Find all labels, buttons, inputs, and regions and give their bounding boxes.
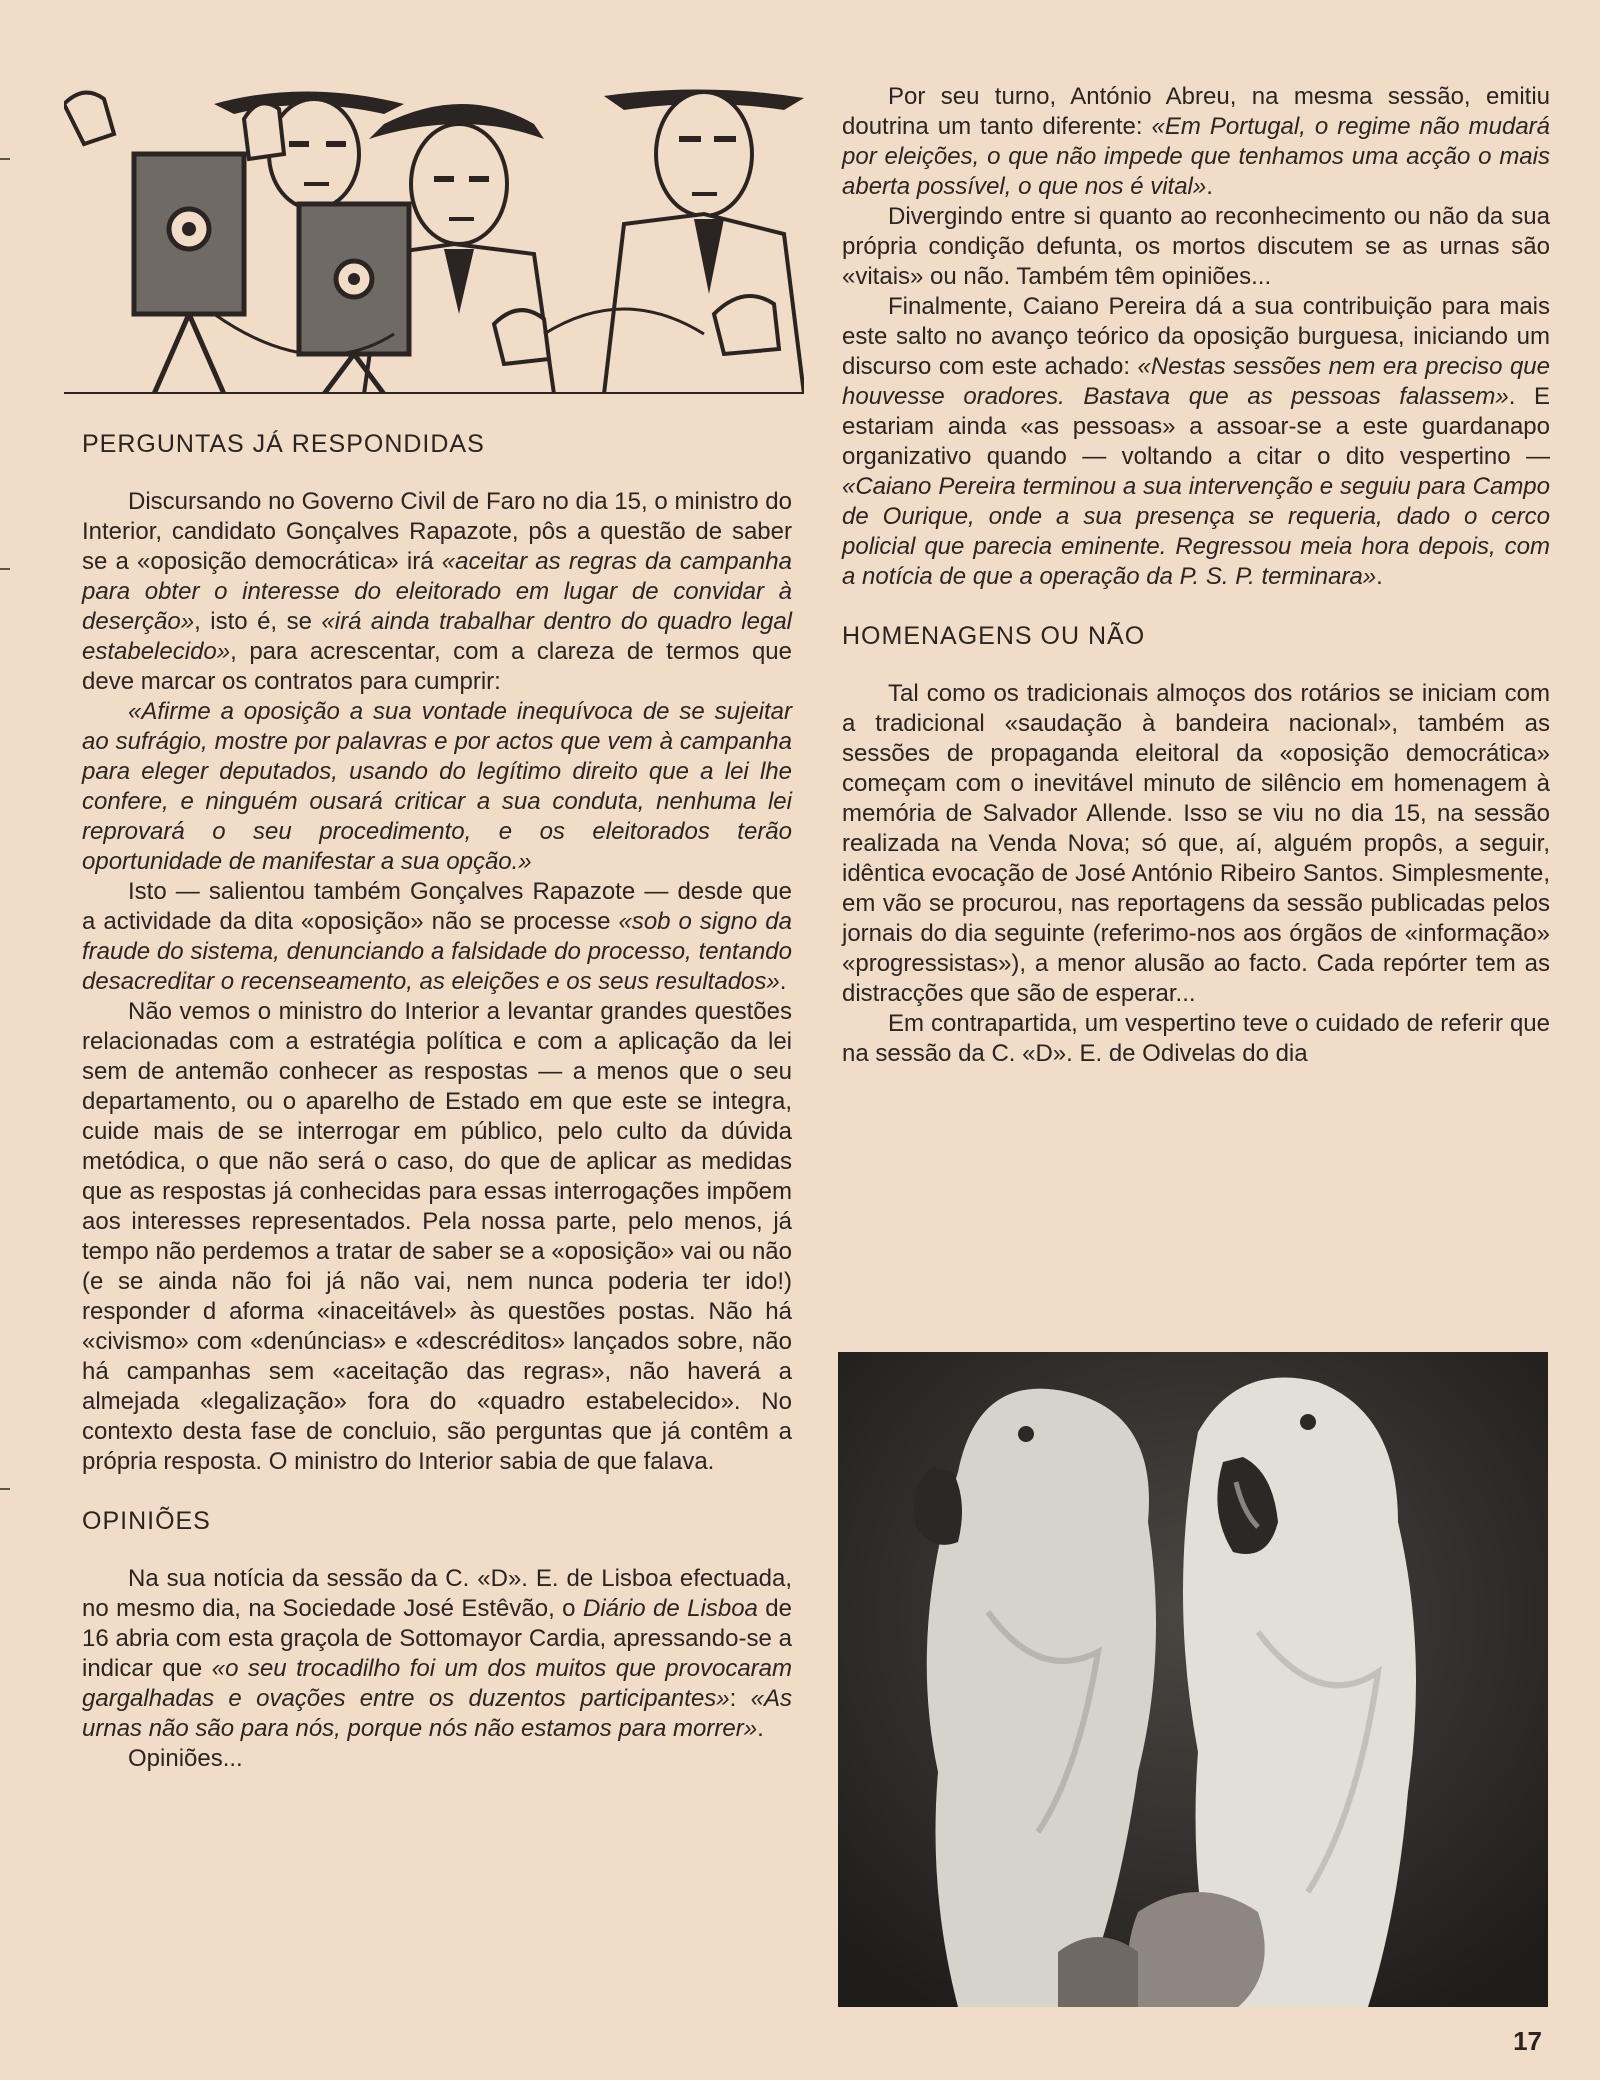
two-cockatoos-photo	[838, 1352, 1548, 2007]
margin-mark	[0, 568, 10, 570]
text-run: :	[729, 1685, 751, 1712]
paragraph	[82, 487, 792, 697]
paragraph: Opiniões...	[128, 1745, 243, 1772]
paragraph	[82, 1564, 792, 1744]
newspaper-title: Diário de Lisboa	[582, 1595, 758, 1622]
text-run: de 16 abria com esta graçola de Sottomayor Cardia, apressando-se a indicar que	[82, 1595, 793, 1682]
text-run: Na sua notícia da sessão da C. «D». E. de Lisboa efectuada, no mesmo dia, na Sociedade José Estêvão, o	[82, 1565, 792, 1622]
text-run: , para acrescentar, com a clareza de termos que deve marcar os contratos para cumprir:	[82, 638, 792, 695]
text-run: .	[1376, 563, 1383, 590]
quote-text: «Em Portugal, o regime não mudará por eleições, o que não impede que tenhamos uma acção o mais aberta possível, o que nos é vital»	[842, 113, 1551, 200]
paragraph: Tal como os tradicionais almoços dos rotários se iniciam com a tradicional «saudação à bandeira nacional», também as sessões de propaganda eleitoral da «oposição democrática» começam com o inevitável minuto de silêncio em homenagem à memória de Salvador Allende. Isso se viu no dia 15, na sessão realizada na Venda Nova; só que, aí, alguém propôs, a seguir, idêntica evocação de José António Ribeiro Santos. Simplesmente, em vão se procurou, nas reportagens da sessão publicadas pelos jornais do dia seguinte (referimo-nos aos órgãos de «informação» «progressistas»), a menor alusão ao facto. Cada repórter tem as distracções que são de esperar...	[842, 680, 1550, 1007]
text-run: .	[757, 1715, 764, 1742]
paragraph	[82, 697, 792, 877]
quote-text: «Afirme a oposição a sua vontade inequívoca de se sujeitar ao sufrágio, mostre por palavras e por actos que vem à campanha para eleger deputados, usando do legítimo direito que a lei lhe confere, e ninguém ousará criticar a sua conduta, nenhuma lei reprovará o seu procedimento, e os eleitorados terão oportunidade de manifestar a sua opção.»	[82, 698, 792, 875]
section-heading-opinioes: OPINIÕES	[82, 1507, 211, 1535]
paragraph: Não vemos o ministro do Interior a levantar grandes questões relacionadas com a estratégia política e com a aplicação da lei sem de antemão conhecer as respostas — a menos que o seu departamento, ou o aparelho de Estado em que este se integra, cuide mais de se interrogar em público, pelo culto da dúvida metódica, o que não será o caso, do que de aplicar as medidas que as respostas já conhecidas para essas interrogações impõem aos interesses representados. Pela nossa parte, pelo menos, já tempo não perdemos a tratar de saber se a «oposição» vai ou não (e se ainda não foi já não vai, nem nunca poderia ter ido!) responder d aforma «inaceitável» às questões postas. Não há «civismo» com «denúncias» e «descréditos» lançados sobre, não há campanhas sem «aceitação das regras», não haverá a almejada «legalização» fora do «quadro estabelecido». No contexto desta fase de concluio, são perguntas que já contêm a própria resposta. O ministro do Interior sabia de que falava.	[82, 998, 792, 1475]
text-run: Isto — salientou também Gonçalves Rapazote — desde que a actividade da dita «oposição» não se processe	[82, 878, 792, 935]
quote-text: «aceitar as regras da campanha para obter o interesse do eleitorado em lugar de convidar à deserção»	[82, 548, 792, 635]
text-run: Finalmente, Caiano Pereira dá a sua contribuição para mais este salto no avanço teórico da oposição burguesa, iniciando um discurso com este achado:	[842, 293, 1550, 380]
quote-text: «Caiano Pereira terminou a sua intervenção e seguiu para Campo de Ourique, onde a sua presença se requeria, dado o cerco policial que parecia eminente. Regressou meia hora depois, com a notícia de que a operação da P. S. P. terminara»	[842, 473, 1550, 590]
section-continuation	[842, 82, 1550, 592]
text-run: .	[1206, 173, 1213, 200]
section-heading-perguntas: PERGUNTAS JÁ RESPONDIDAS	[82, 430, 485, 458]
quote-text: «irá ainda trabalhar dentro do quadro legal estabelecido»	[82, 608, 792, 665]
section-perguntas	[82, 430, 792, 1477]
quote-text: «sob o signo da fraude do sistema, denunciando a falsidade do processo, tentando desacreditar o recenseamento, as eleições e os seus resultados»	[82, 908, 792, 995]
margin-mark	[0, 158, 10, 160]
margin-mark	[0, 1488, 10, 1490]
page-number: 17	[1513, 2026, 1542, 2056]
paragraph	[82, 877, 792, 997]
paragraph: Em contrapartida, um vespertino teve o cuidado de referir que na sessão da C. «D». E. de Odivelas do dia	[842, 1010, 1550, 1067]
text-run: Por seu turno, António Abreu, na mesma sessão, emitiu doutrina um tanto diferente:	[842, 83, 1550, 140]
paragraph: Divergindo entre si quanto ao reconhecimento ou não da sua própria condição defunta, os mortos discutem se as urnas são «vitais» ou não. Também têm opiniões...	[842, 203, 1550, 290]
press-photographers-cartoon	[64, 84, 804, 394]
quote-text: «As urnas não são para nós, porque nós não estamos para morrer»	[82, 1685, 793, 1742]
section-heading-homenagens: HOMENAGENS OU NÃO	[842, 622, 1146, 650]
section-homenagens	[842, 622, 1550, 1069]
quote-text: «Nestas sessões nem era preciso que houvesse oradores. Bastava que as pessoas falassem»	[842, 353, 1550, 410]
text-run: . E estariam ainda «as pessoas» a assoar-se a este guardanapo organizativo quando — voltando a citar o dito vespertino —	[842, 383, 1550, 470]
paragraph	[842, 82, 1550, 202]
left-column	[82, 430, 792, 1804]
text-run: , isto é, se	[194, 608, 322, 635]
right-column	[842, 82, 1550, 1099]
text-run: .	[779, 968, 787, 995]
quote-text: «o seu trocadilho foi um dos muitos que provocaram gargalhadas e ovações entre os duzentos participantes»	[82, 1655, 793, 1712]
section-opinioes	[82, 1507, 792, 1774]
text-run: Discursando no Governo Civil de Faro no dia 15, o ministro do Interior, candidato Gonçalves Rapazote, pôs a questão de saber se a «oposição democrática» irá	[82, 488, 792, 575]
paragraph	[842, 292, 1550, 592]
